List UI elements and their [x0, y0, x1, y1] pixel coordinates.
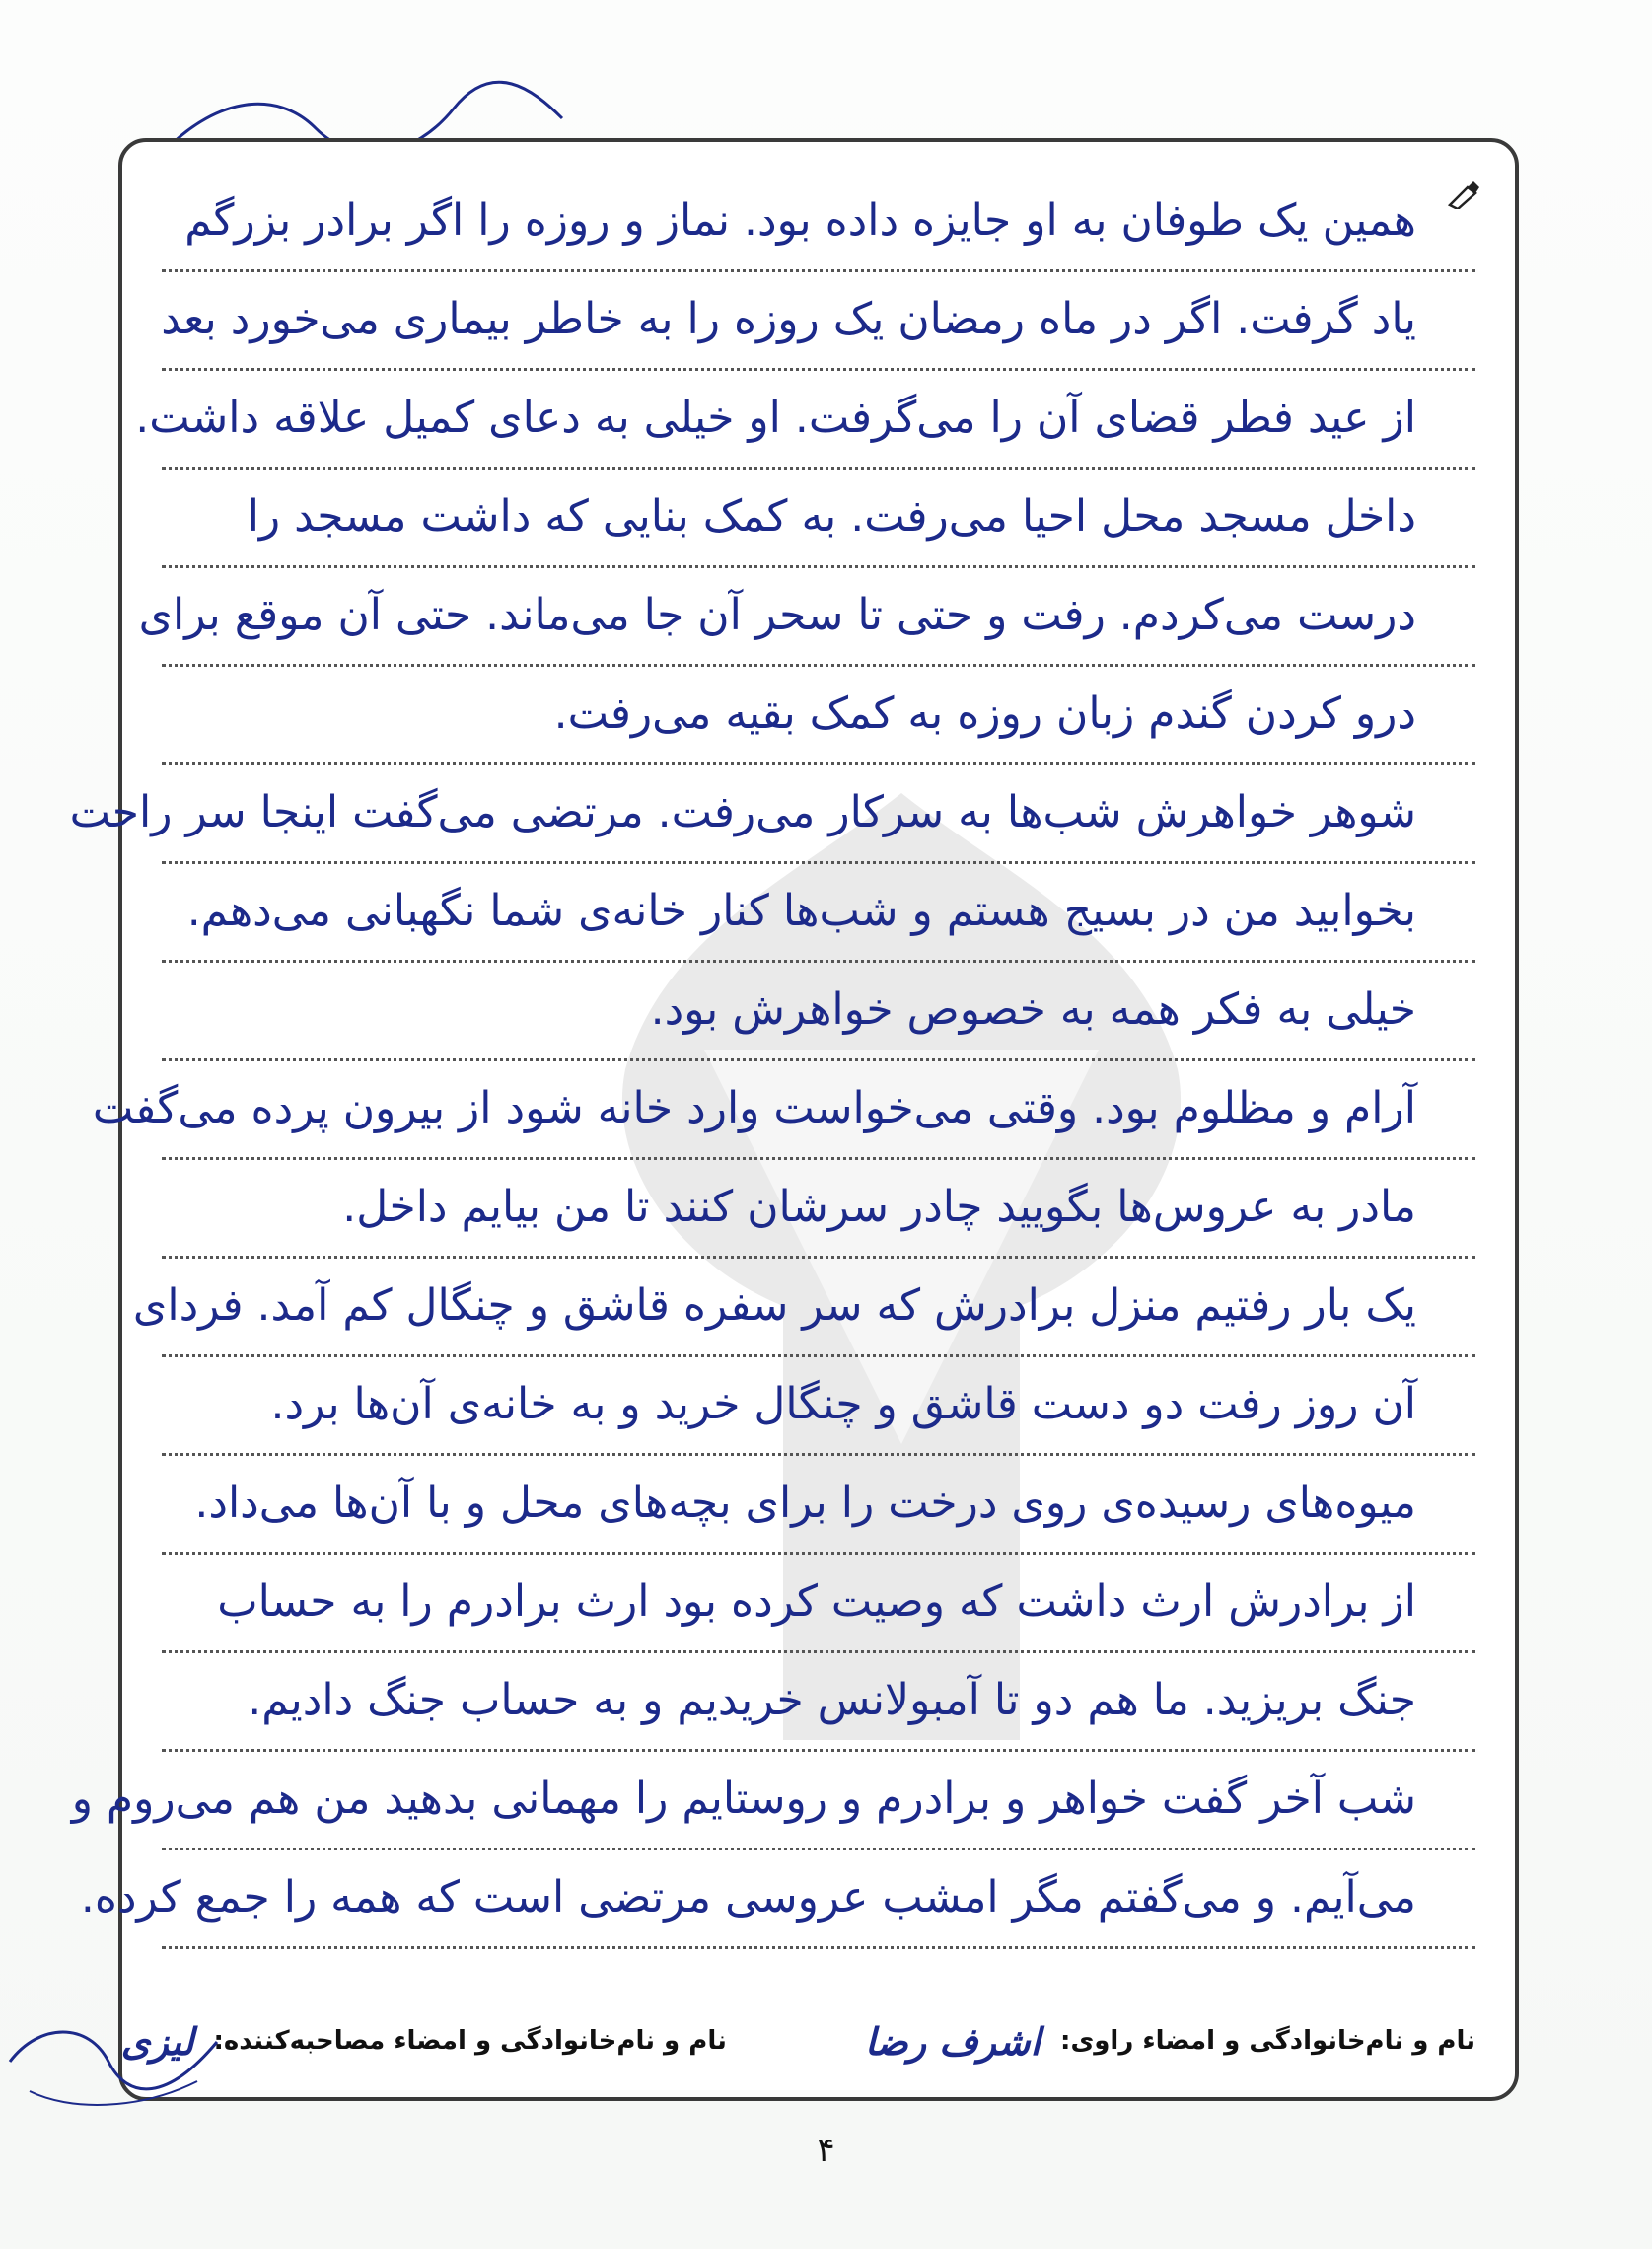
text-line: از برادرش ارث داشت که وصیت کرده بود ارث برادرم را به حساب [162, 1562, 1475, 1653]
text-line: داخل مسجد محل احیا می‌رفت. به کمک بنایی که داشت مسجد را [162, 477, 1475, 568]
narrator-label: نام و نام‌خانوادگی و امضاء راوی: [1060, 2026, 1475, 2056]
narrator-signature: اشرف رضا [864, 2018, 1041, 2064]
page-number: ۴ [817, 2131, 835, 2170]
text-line: می‌آیم. و می‌گفتم مگر امشب عروسی مرتضی است که همه را جمع کرده. [162, 1858, 1475, 1949]
text-line: خیلی به فکر همه به خصوص خواهرش بود. [162, 971, 1475, 1061]
text-line: همین یک طوفان به او جایزه داده بود. نماز و روزه را اگر برادر بزرگم [162, 181, 1475, 272]
text-line: از عید فطر قضای آن را می‌گرفت. او خیلی به دعای کمیل علاقه داشت. [162, 379, 1475, 470]
text-line: مادر به عروس‌ها بگویید چادر سرشان کنند تا من بیایم داخل. [162, 1168, 1475, 1259]
signature-footer [120, 2006, 1475, 2075]
text-line: میوه‌های رسیده‌ی روی درخت را برای بچه‌های محل و با آن‌ها می‌داد. [162, 1464, 1475, 1555]
text-line: شوهر خواهرش شب‌ها به سرکار می‌رفت. مرتضی می‌گفت اینجا سر راحت [162, 773, 1475, 864]
handwritten-text-block [69, 181, 1475, 2036]
text-line: درو کردن گندم زبان روزه به کمک بقیه می‌رفت. [162, 675, 1475, 765]
page-frame [69, 138, 1519, 2101]
text-line: آرام و مظلوم بود. وقتی می‌خواست وارد خانه شود از بیرون پرده می‌گفت [162, 1069, 1475, 1160]
text-line: بخوابید من در بسیج هستم و شب‌ها کنار خانه‌ی شما نگهبانی می‌دهم. [162, 872, 1475, 963]
text-line: جنگ بریزید. ما هم دو تا آمبولانس خریدیم و به حساب جنگ دادیم. [162, 1661, 1475, 1752]
interviewer-label: نام و نام‌خانوادگی و امضاء مصاحبه‌کننده: [213, 2026, 727, 2056]
text-line: یاد گرفت. اگر در ماه رمضان یک روزه را به خاطر بیماری می‌خورد بعد [162, 280, 1475, 371]
text-line: درست می‌کردم. رفت و حتی تا سحر آن جا می‌ماند. حتی آن موقع برای [162, 576, 1475, 667]
text-line: یک بار رفتیم منزل برادرش که سر سفره قاشق و چنگال کم آمد. فردای [162, 1267, 1475, 1357]
text-line: شب آخر گفت خواهر و برادرم و روستایم را مهمانی بدهید من هم می‌روم و [162, 1760, 1475, 1850]
text-line: آن روز رفت دو دست قاشق و چنگال خرید و به خانه‌ی آن‌ها برد. [162, 1365, 1475, 1456]
interviewer-signature: لیزی [120, 2018, 194, 2064]
